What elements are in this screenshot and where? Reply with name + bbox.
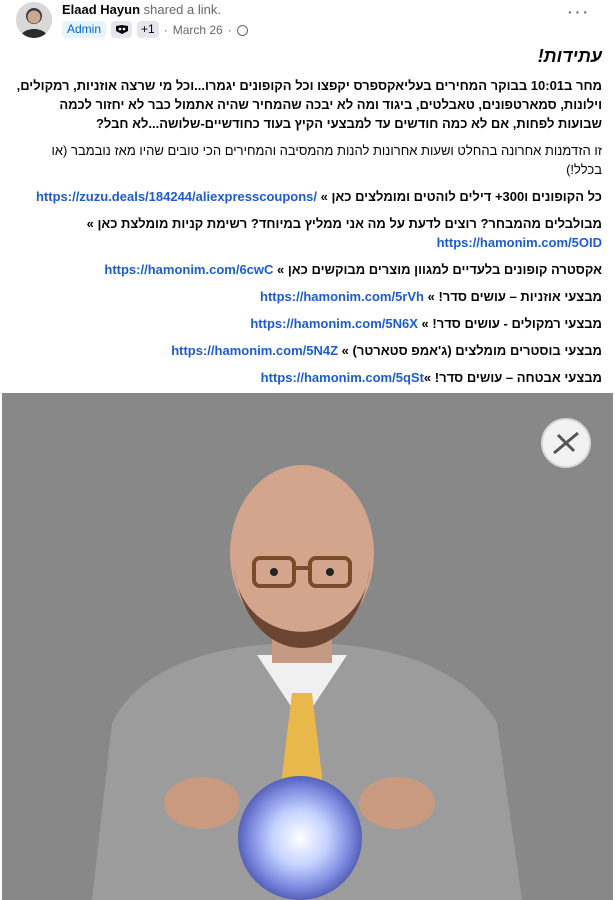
post-header xyxy=(14,0,614,44)
post-title: עתידות! xyxy=(537,46,602,66)
separator: · xyxy=(227,22,232,37)
item-text: מבצעי אבטחה – עושים סדר! » xyxy=(423,370,602,385)
more-options-icon[interactable]: ··· xyxy=(566,1,590,23)
item-link[interactable]: https://hamonim.com/5OID xyxy=(436,235,602,250)
avatar-image xyxy=(16,2,52,38)
list-item xyxy=(14,287,602,306)
list-item xyxy=(14,341,602,360)
item-link[interactable]: https://zuzu.deals/184244/aliexpresscoupons/ xyxy=(35,189,318,204)
list-item xyxy=(14,260,602,279)
separator: · xyxy=(163,22,168,37)
item-text: אקסטרה קופונים בלעדיים למגוון מוצרים מבוקשים כאן » xyxy=(273,262,602,277)
list-item xyxy=(14,314,602,333)
item-link[interactable]: https://hamonim.com/5N4Z xyxy=(171,343,339,358)
item-link[interactable]: https://hamonim.com/5qSt xyxy=(260,370,424,385)
community-badge-icon[interactable] xyxy=(111,21,132,38)
shared-action: shared a link. xyxy=(143,2,221,17)
item-text: מבצעי רמקולים - עושים סדר! » xyxy=(417,316,602,331)
extra-badges-count[interactable]: +1 xyxy=(137,21,159,38)
post-date[interactable]: March 26 xyxy=(172,22,223,37)
list-item xyxy=(14,368,602,387)
globe-icon xyxy=(237,25,248,36)
item-text: כל הקופונים ו300+ דילים לוהטים ומומלצים כאן » xyxy=(317,189,602,204)
item-link[interactable]: https://hamonim.com/5rVh xyxy=(260,289,424,304)
item-text: מבצעי בוסטרים מומלצים (ג'אמפ סטארטר) » xyxy=(338,343,602,358)
post-note: זו הזדמנות אחרונה בהחלט ושעות אחרונות להנות מהמסיבה והמחירים הכי טובים שהיו מאז נובמבר (או בכלל!) xyxy=(51,143,602,177)
fortune-teller-illustration xyxy=(2,393,613,900)
item-link[interactable]: https://hamonim.com/6cwC xyxy=(104,262,274,277)
post-meta xyxy=(62,2,248,38)
post-badges xyxy=(62,21,248,38)
admin-badge[interactable]: Admin xyxy=(62,21,106,38)
item-text: מבולבלים מהמבחר? רוצים לדעת על מה אני ממליץ במיוחד? רשימת קניות מומלצת כאן » xyxy=(86,216,602,231)
item-link[interactable]: https://hamonim.com/5N6X xyxy=(250,316,418,331)
list-item xyxy=(14,214,602,252)
post-intro: מחר ב10:01 בבוקר המחירים בעליאקספרס יקפצו וכל הקופונים יגמרו...וכל מי שרצה אוזניות, רמקולים, וילונות, סמארטפונים, טאבלטים, ביגוד ומה לא יבכה שהמחיר שהיה אתמול כבר לא יחזור לכמה שבועות לפחות, אם לא כמה חודשים עד למבצעי הקיץ בעוד כחודשיים-שלושה...לא חבל? xyxy=(16,78,602,131)
post-content xyxy=(14,40,602,414)
author-name[interactable]: Elaad Hayun xyxy=(62,2,141,17)
author-line xyxy=(62,2,248,18)
avatar[interactable] xyxy=(16,2,52,38)
list-item xyxy=(14,187,602,206)
item-text: מבצעי אוזניות – עושים סדר! » xyxy=(423,289,602,304)
post-image[interactable] xyxy=(2,393,613,900)
